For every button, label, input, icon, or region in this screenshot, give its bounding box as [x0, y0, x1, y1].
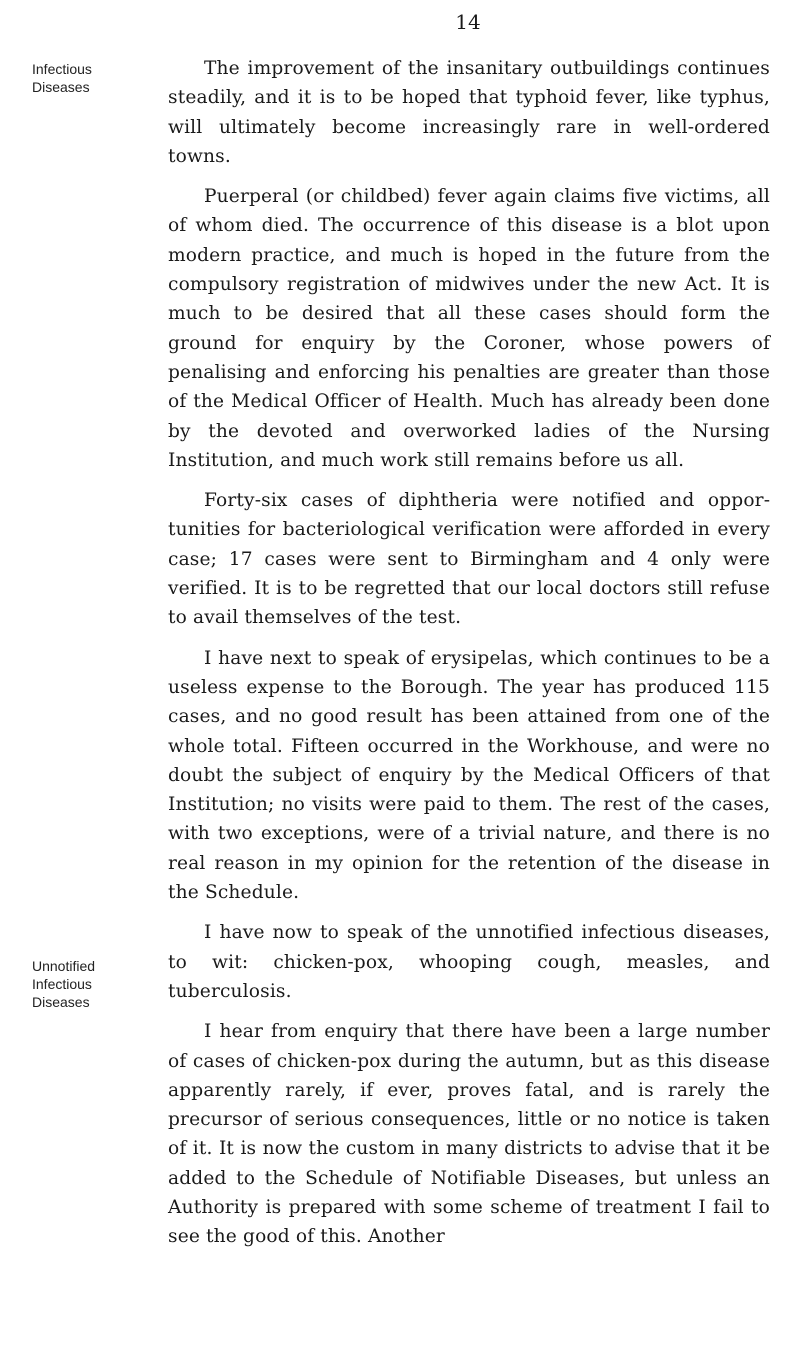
- margin-note-line: Unnotified: [32, 958, 96, 974]
- margin-note-unnotified-infectious-diseases: [32, 957, 152, 1011]
- paragraph-erysipelas: I have next to speak of erysipelas, which continues to be a useless expense to the Borough. The year has produced 115 cases, and no good result has been attained from one of the whole total. Fifteen occurred in the Workhouse, and were no doubt the subject of enquiry by the Medical Officers of that Institution; no visits were paid to them. The rest of the cases, with two exceptions, were of a trivial nature, and there is no real reason in my opinion for the retention of the disease in the Schedule.: [168, 647, 770, 904]
- paragraph-typhoid: The improvement of the insanitary outbuildings continues steadily, and it is to be hoped that typhoid fever, like typhus, will ultimately become increasingly rare in well-ordered towns.: [168, 58, 770, 167]
- margin-note-infectious-diseases: [32, 60, 152, 96]
- paragraph-chicken-pox: I hear from enquiry that there have been a large number of cases of chicken-pox during the autumn, but as this disease apparently rarely, if ever, proves fatal, and is rarely the precursor of serious consequences, little or no notice is taken of it. It is now the custom in many districts to advise that it be added to the Schedule of Notifiable Diseases, but unless an Authority is prepared with some scheme of treatment I fail to see the good of this. Another: [168, 1021, 770, 1248]
- paragraph-puerperal-fever: Puerperal (or childbed) fever again claims five victims, all of whom died. The occurrence of this disease is a blot upon modern practice, and much is hoped in the future from the compulsory registration of midwives under the new Act. It is much to be desired that all these cases should form the ground for enquiry by the Coroner, whose powers of penalising and enforcing his penalties are greater than those of the Medical Officer of Health. Much has already been done by the devoted and overworked ladies of the Nursing Institution, and much work still remains before us all.: [168, 186, 770, 471]
- page-number: 14: [455, 10, 481, 34]
- paragraph-unnotified-diseases: I have now to speak of the unnotified infectious diseases, to wit: chicken-pox, whooping cough, measles, and tuberculosis.: [168, 922, 770, 1002]
- margin-note-line: Infectious: [32, 61, 92, 77]
- paragraph-diphtheria: Forty-six cases of diphtheria were notified and opportunities for bacteriological verification were afforded in every case; 17 cases were sent to Birmingham and 4 only were verified. It is to be regretted that our local doctors still refuse to avail themselves of the test.: [168, 490, 770, 629]
- main-text-column: [168, 54, 770, 1263]
- margin-note-line: Diseases: [32, 994, 90, 1010]
- margin-note-line: Diseases: [32, 79, 90, 95]
- margin-note-line: Infectious: [32, 976, 92, 992]
